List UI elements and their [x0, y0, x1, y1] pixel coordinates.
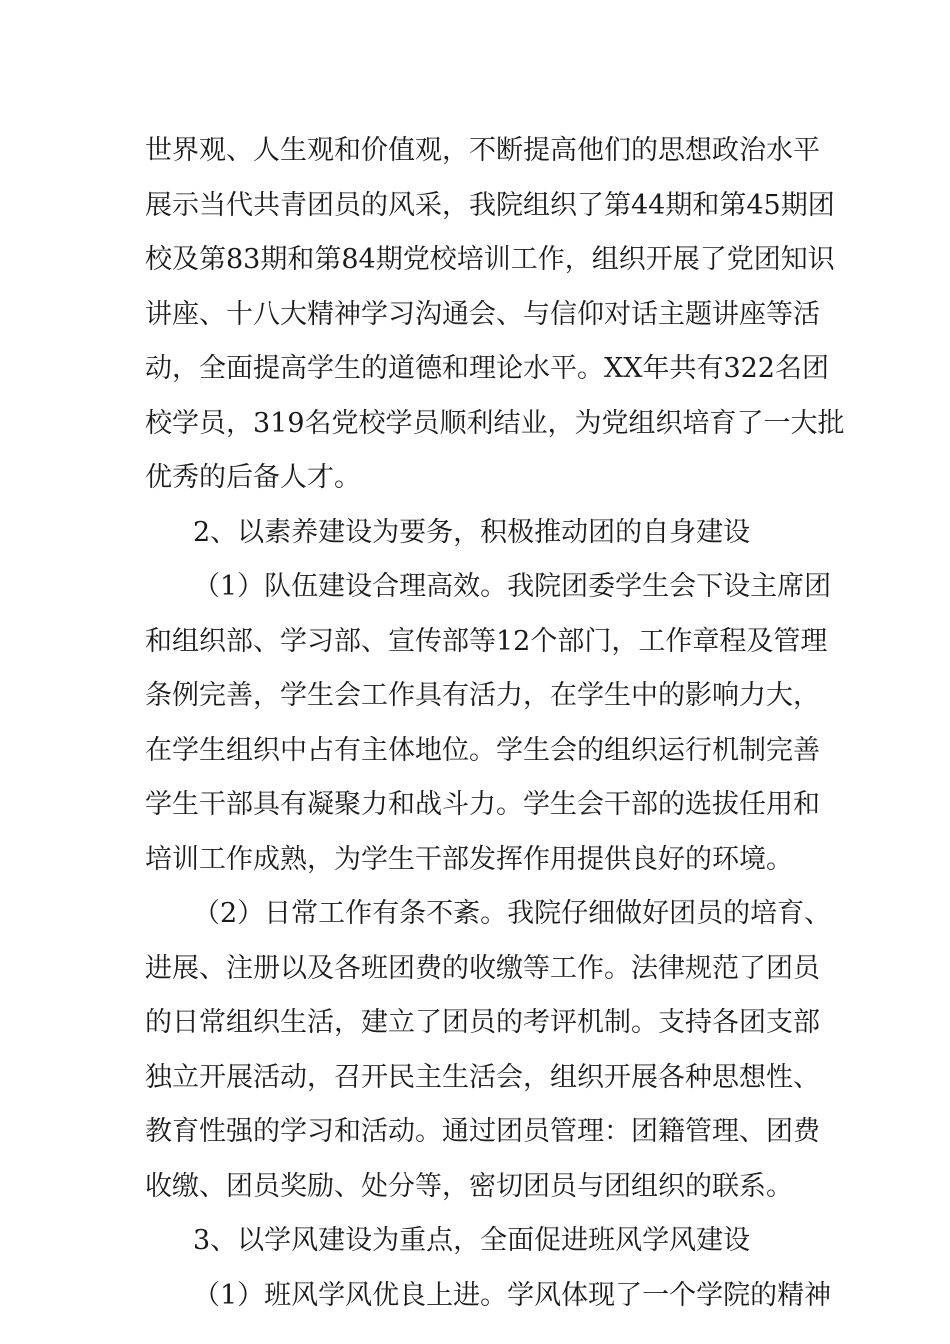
text-line-11: 条例完善，学生会工作具有活力，在学生中的影响力大，	[145, 680, 820, 711]
text-line-13: 学生干部具有凝聚力和战斗力。学生会干部的选拔任用和	[145, 789, 820, 820]
text-line-7: 优秀的后备人才。	[145, 462, 361, 493]
text-line-6: 校学员，319名党校学员顺利结业，为党组织培育了一大批	[145, 408, 845, 439]
text-line-10: 和组织部、学习部、宣传部等12个部门，工作章程及管理	[145, 626, 828, 657]
section-heading-2: 2、以素养建设为要务，积极推动团的自身建设	[193, 517, 751, 548]
text-line-14: 培训工作成熟，为学生干部发挥作用提供良好的环境。	[145, 844, 793, 875]
text-line-5: 动，全面提高学生的道德和理论水平。XX年共有322名团	[145, 353, 829, 384]
text-line-9: （1）队伍建设合理高效。我院团委学生会下设主席团	[193, 571, 832, 602]
section-heading-3: 3、以学风建设为重点，全面促进班风学风建设	[193, 1225, 751, 1256]
text-line-12: 在学生组织中占有主体地位。学生会的组织运行机制完善	[145, 735, 820, 766]
text-line-16: 进展、注册以及各班团费的收缴等工作。法律规范了团员	[145, 953, 820, 984]
text-line-3: 校及第83期和第84期党校培训工作，组织开展了党团知识	[145, 244, 835, 275]
text-line-1: 世界观、人生观和价值观，不断提高他们的思想政治水平	[145, 135, 820, 166]
text-line-2: 展示当代共青团员的风采，我院组织了第44期和第45期团	[145, 190, 835, 221]
text-line-18: 独立开展活动，召开民主生活会，组织开展各种思想性、	[145, 1062, 820, 1093]
text-line-20: 收缴、团员奖励、处分等，密切团员与团组织的联系。	[145, 1171, 793, 1202]
text-line-17: 的日常组织生活，建立了团员的考评机制。支持各团支部	[145, 1007, 820, 1038]
text-line-4: 讲座、十八大精神学习沟通会、与信仰对话主题讲座等活	[145, 299, 820, 330]
text-line-22: （1）班风学风优良上进。学风体现了一个学院的精神	[193, 1280, 832, 1311]
text-line-19: 教育性强的学习和活动。通过团员管理：团籍管理、团费	[145, 1116, 820, 1147]
text-line-15: （2）日常工作有条不紊。我院仔细做好团员的培育、	[193, 898, 832, 929]
